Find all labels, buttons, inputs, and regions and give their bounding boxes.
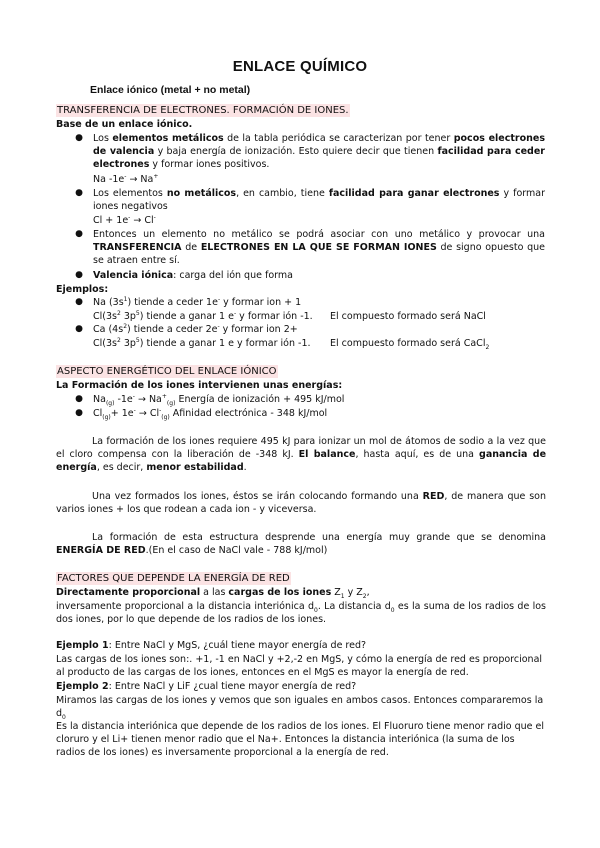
- example-ca-result: El compuesto formado será CaCl$_2$: [330, 338, 490, 351]
- bullet-icon: ●: [75, 297, 83, 307]
- bullet-valencia: Valencia iónica: carga del ión que forma: [93, 270, 293, 281]
- ejemplo2-answer: Miramos las cargas de los iones y vemos que son iguales en ambos casos. Entonces compararemos la $d_0$ Es la distancia interiónica que depende de los radios de los iones. El Fluoruro tiene menor radio que el cloruro y el Li+ tienen menor radio que el Na+. Entonces la distancia interiónica (la suma de los radios de los iones) es inversamente proporcional a la energía de red.: [56, 695, 544, 758]
- ejemplos-label: Ejemplos:: [56, 284, 109, 295]
- factores-line1: Directamente proporcional a las cargas de los iones $Z_1$ y $Z_2$,: [56, 587, 370, 600]
- bullet-transferencia: Entonces un elemento no metálico se podrá asociar con uno metálico y provocar una TRANSFERENCIA de ELECTRONES EN LA QUE SE FORMAN IONES de signo opuesto que se atraen entre sí.: [93, 229, 546, 266]
- bullet-icon: ●: [75, 270, 83, 280]
- example-na-line1: Na $(3s^1)$ tiende a ceder 1e- y formar ion + 1: [93, 295, 302, 308]
- equation-na: Na -1e- → Na+: [93, 172, 159, 185]
- equation-cl: Cl + 1e- → Cl-: [93, 213, 156, 226]
- energy-ionizacion: $Na_{(g)}$ $-1e^- \to Na^+_{(g)}$ Energía de ionización + 495 kJ/mol: [93, 392, 345, 407]
- base-line: Base de un enlace iónico.: [56, 119, 193, 130]
- paragraph-red: Una vez formados los iones, éstos se irán colocando formando una RED, de manera que son varios iones + los que rodean a cada ion - y viceversa.: [56, 491, 546, 515]
- factores-paragraph: inversamente proporcional a la distancia interiónica $d_0$. La distancia $d_0$ es la suma de los radios de los dos iones, por lo que depende de los radios de los iones.: [56, 601, 546, 625]
- bullet-icon: ●: [75, 394, 83, 404]
- energy-afinidad: $Cl_{(g)}+ 1e^- \to Cl^-_{(g)}$ Afinidad electrónica - 348 kJ/mol: [93, 406, 328, 421]
- section-heading-factores: FACTORES QUE DEPENDE LA ENERGÍA DE RED: [57, 573, 290, 584]
- ejemplo1-answer: Las cargas de los iones son:. +1, -1 en NaCl y +2,-2 en MgS, y cómo la energía de red es proporcional al producto de las cargas de los iones, entonces en el MgS es mayor la energía de red.: [56, 654, 543, 678]
- example-ca-line1: Ca $(4s^2)$ tiende a ceder 2e- y formar ion 2+: [93, 322, 298, 335]
- bullet-metales: Los elementos metálicos de la tabla periódica se caracterizan por tener pocos electrones de valencia y baja energía de ionización. Esto quiere decir que tienen facilidad para ceder electrones y formar iones positivos.: [93, 133, 545, 170]
- section-heading-energetico: ASPECTO ENERGÉTICO DEL ENLACE IÓNICO: [57, 366, 277, 377]
- bullet-icon: ●: [75, 133, 83, 143]
- example-na-result: El compuesto formado será NaCl: [330, 311, 486, 322]
- energias-intro: La Formación de los iones intervienen unas energías:: [56, 380, 343, 391]
- section-heading-transferencia: TRANSFERENCIA DE ELECTRONES. FORMACIÓN DE IONES.: [57, 105, 349, 116]
- ejemplo1-question: Ejemplo 1: Entre NaCl y MgS, ¿cuál tiene mayor energía de red?: [56, 640, 367, 651]
- example-ca-line2: $Cl(3s^2$ $3p^5$) tiende a ganar 1 e y formar ión -1.: [93, 336, 311, 349]
- bullet-icon: ●: [75, 324, 83, 334]
- paragraph-balance: La formación de los iones requiere 495 kJ para ionizar un mol de átomos de sodio a la vez que el cloro compensa con la liberación de -348 kJ. El balance, hasta aquí, es de una ganancia de energía, es decir, menor estabilidad.: [56, 436, 547, 473]
- page-subtitle: Enlace iónico (metal + no metal): [90, 84, 251, 96]
- bullet-icon: ●: [75, 229, 83, 239]
- bullet-no-metales: Los elementos no metálicos, en cambio, tiene facilidad para ganar electrones y formar iones negativos: [93, 188, 545, 212]
- ejemplo2-question: Ejemplo 2: Entre NaCl y LiF ¿cual tiene mayor energía de red?: [56, 681, 357, 692]
- page-title: ENLACE QUÍMICO: [232, 58, 368, 75]
- example-na-line2: $Cl(3s^2$ $3p^5$) tiende a ganar 1 e- y formar ión -1.: [93, 309, 313, 322]
- bullet-icon: ●: [75, 408, 83, 418]
- paragraph-energia-red: La formación de esta estructura desprende una energía muy grande que se denomina ENERGÍA DE RED.(En el caso de NaCl vale - 788 kJ/mol): [56, 532, 546, 556]
- bullet-icon: ●: [75, 188, 83, 198]
